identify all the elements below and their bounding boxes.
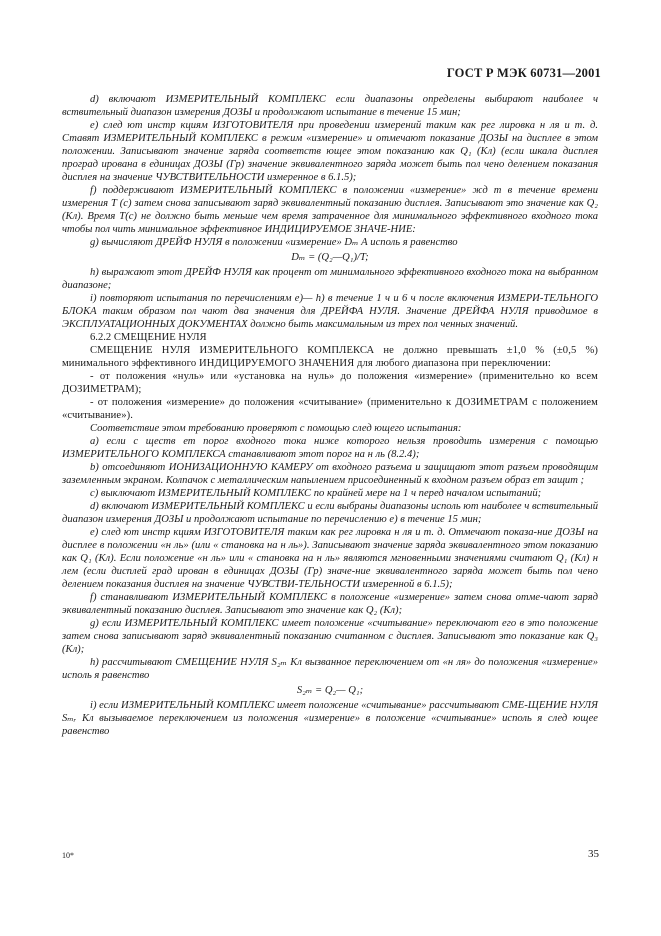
requirement-item-2: - от положения «измерение» до положения «считывание» (применительно к ДОЗИМЕТРАМ с положением «считывание»). bbox=[62, 397, 598, 421]
test-step-c: с) выключают ИЗМЕРИТЕЛЬНЫЙ КОМПЛЕКС по крайней мере на 1 ч перед началом испытаний; bbox=[90, 488, 542, 499]
document-body bbox=[62, 93, 598, 738]
footer-signature: 10* bbox=[62, 851, 74, 860]
paragraph-i: i) повторяют испытания по перечислениям е)— h) в течение 1 ч и 6 ч после включения ИЗМЕРИ-ТЕЛЬНОГО БЛОКА таким образом пол чают два значения для ДРЕЙФА НУЛЯ. Значение ДРЕЙФА НУЛЯ приводимое в ЭКСПЛУАТАЦИОННЫХ ДОКУМЕНТАХ должно быть максимальным из трех пол ченных значений. bbox=[62, 293, 598, 330]
test-step-e: е) след ют инстр кциям ИЗГОТОВИТЕЛЯ таким как рег лировка н ля и т. д. Отмечают показа-ние ДОЗЫ на дисплее в положении «н ль» (или « становка на н ль»). Записывают значение заряда эквивалентного этом показанию как Q₁ (Кл). Если положение «н ль» или « становка на н ль» являются мгновенными значениями считают Q₁ (Кл) н лем (если дисплей град ирован в единицах ДОЗЫ (Гр) значе-ние эквивалентного заряда может быть пол чено делением показания дисплея на значение ЧУВСТВИ-ТЕЛЬНОСТИ измеренной в 6.1.5); bbox=[62, 527, 598, 590]
test-step-i: i) если ИЗМЕРИТЕЛЬНЫЙ КОМПЛЕКС имеет положение «считывание» рассчитывают СМЕ-ЩЕНИЕ НУЛЯ Sₘᵣ Кл вызываемое переключением из положения «измерение» в положение «считывание» исполь я след ющее равенство bbox=[62, 700, 598, 737]
requirement-item-1: - от положения «нуль» или «установка на нуль» до положения «измерение» (применительно ко всем ДОЗИМЕТРАМ); bbox=[62, 371, 598, 395]
test-step-d: d) включают ИЗМЕРИТЕЛЬНЫЙ КОМПЛЕКС и если выбраны диапазоны исполь ют наиболее ч вствительный диапазон измерения ДОЗЫ и продолжают испытание по перечислению е) в течение 15 мин; bbox=[62, 501, 598, 525]
test-intro: Соответствие этом требованию проверяют с помощью след ющего испытания: bbox=[90, 423, 462, 434]
section-title: 6.2.2 СМЕЩЕНИЕ НУЛЯ bbox=[90, 332, 207, 343]
paragraph-e: е) след ют инстр кциям ИЗГОТОВИТЕЛЯ при проведении измерений таким как рег лировка н ля и т. д. Ставят ИЗМЕРИТЕЛЬНЫЙ КОМПЛЕКС в режим «измерение» и отмечают показание ДОЗЫ на дисплее в этом положении. Записывают значение заряда соответств ющее этом показанию как Q₁ (Кл) (если шкала дисплея проград ирована в единицах ДОЗЫ (Гр) значение эквивалентного заряда может быть пол чено делением показания дисплея на значение ЧУВСТВИТЕЛЬНОСТИ измеренное в 6.1.5); bbox=[62, 120, 598, 183]
test-step-f: f) станавливают ИЗМЕРИТЕЛЬНЫЙ КОМПЛЕКС в положение «измерение» затем снова отме-чают заряд эквивалентный показанию дисплея. Записывают это значение как Q₂ (Кл); bbox=[62, 592, 598, 616]
test-step-b: b) отсоединяют ИОНИЗАЦИОННУЮ КАМЕРУ от входного разъема и защищают этот разъем проводящим заземленным экраном. Колпачок с металлическим напылением присоединенный к входном разъем образ ет защит ; bbox=[62, 462, 598, 486]
formula-drift: Dₘ = (Q₂—Q₁)/T; bbox=[291, 252, 369, 263]
paragraph-h: h) выражают этот ДРЕЙФ НУЛЯ как процент от минимального эффективного входного тока на выбранном диапазоне; bbox=[62, 267, 598, 291]
paragraph-g: g) вычисляют ДРЕЙФ НУЛЯ в положении «измерение» Dₘ А исполь я равенство bbox=[90, 237, 458, 248]
test-step-g: g) если ИЗМЕРИТЕЛЬНЫЙ КОМПЛЕКС имеет положение «считывание» переключают его в это положение затем снова записывают заряд эквивалентный показанию считанном с дисплея. Записывают это показание как Q₃ (Кл); bbox=[62, 618, 598, 655]
paragraph-d: d) включают ИЗМЕРИТЕЛЬНЫЙ КОМПЛЕКС если диапазоны определены выбирают наиболее ч вствительный диапазон измерения ДОЗЫ и продолжают испытание в течение 15 мин; bbox=[62, 94, 598, 118]
test-step-a: а) если с ществ ет порог входного тока ниже которого нельзя проводить измерения с помощью ИЗМЕРИТЕЛЬНОГО КОМПЛЕКСА станавливают этот порог на н ль (8.2.4); bbox=[62, 436, 598, 460]
requirement-text: СМЕЩЕНИЕ НУЛЯ ИЗМЕРИТЕЛЬНОГО КОМПЛЕКСА не должно превышать ±1,0 % (±0,5 %) минимального эффективного ИНДИЦИРУЕМОГО ЗНАЧЕНИЯ для любого диапазона при переключении: bbox=[62, 345, 598, 369]
paragraph-f: f) поддерживают ИЗМЕРИТЕЛЬНЫЙ КОМПЛЕКС в положении «измерение» жд т в течение времени измерения Т (с) затем снова записывают заряд эквивалентный показанию дисплея. Записывают это значение как Q₂ (Кл). Время Т(с) не должно быть меньше чем время затраченное для минимального эффективного входного тока чтобы пол чить минимальное эффективное ИНДИЦИРУЕМОЕ ЗНАЧЕ-НИЕ: bbox=[62, 185, 598, 235]
test-step-h: h) рассчитывают СМЕЩЕНИЕ НУЛЯ S₂ₘ Кл вызванное переключением от «н ля» до положения «измерение» исполь я равенство bbox=[62, 657, 598, 681]
standard-header: ГОСТ Р МЭК 60731—2001 bbox=[446, 66, 601, 80]
page-number: 35 bbox=[588, 848, 599, 860]
formula-offset: S₂ₘ = Q₂— Q₁; bbox=[296, 685, 364, 696]
